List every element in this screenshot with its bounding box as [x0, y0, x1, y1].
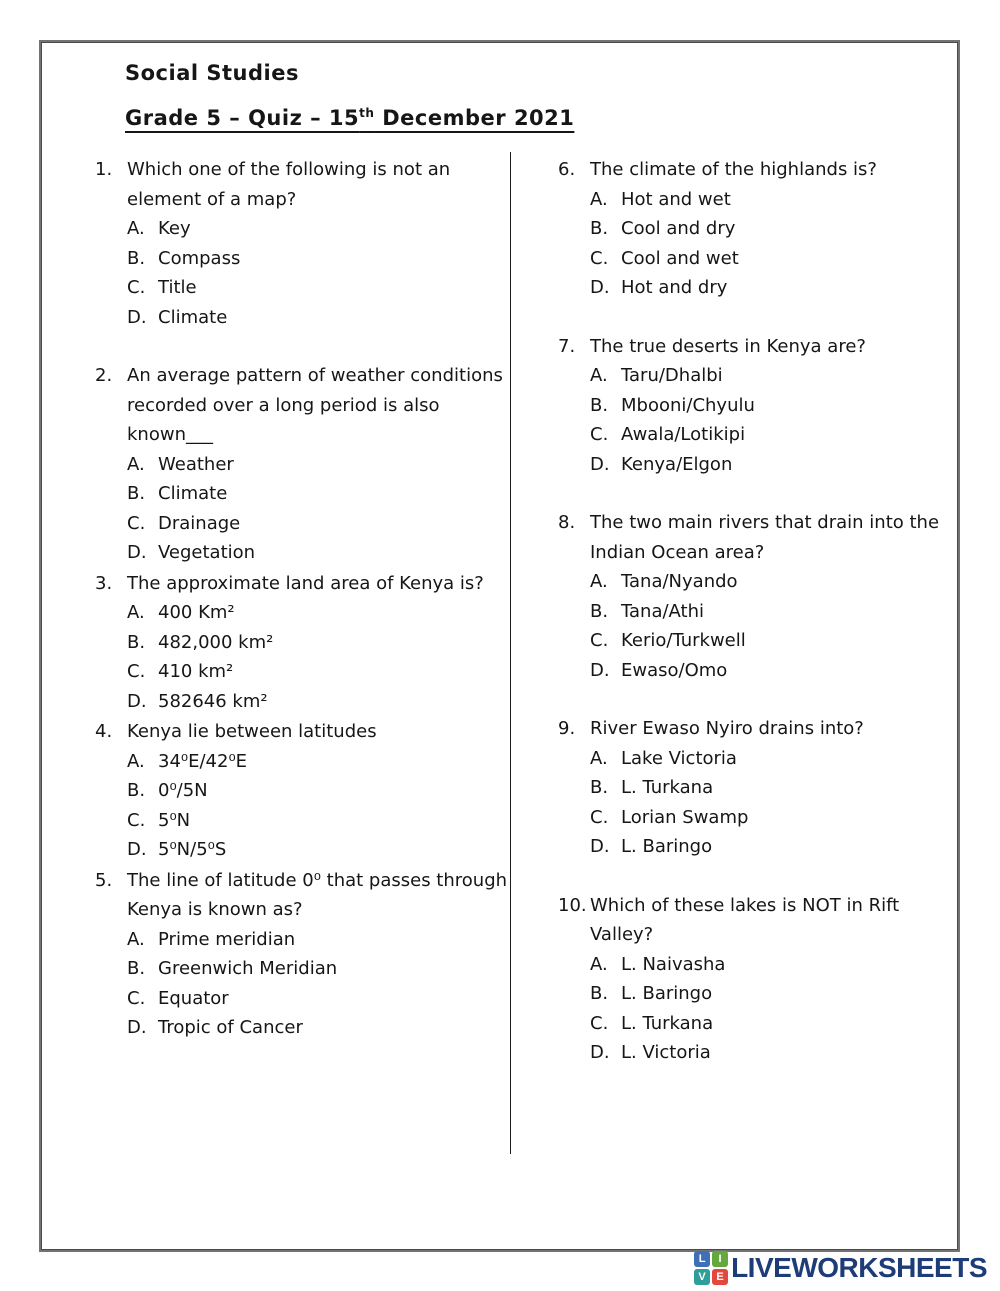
question-number: 3.: [95, 572, 113, 594]
option-text: Kerio/Turkwell: [621, 630, 746, 651]
answer-option-d: [590, 273, 960, 303]
option-text: Title: [158, 277, 197, 298]
option-letter: A.: [590, 953, 608, 975]
option-letter: D.: [590, 277, 610, 298]
question-text: The two main rivers that drain into the Indian Ocean area?: [590, 512, 940, 563]
question-text: The climate of the highlands is?: [590, 159, 877, 180]
option-letter: C.: [590, 806, 609, 828]
question-6: [558, 155, 960, 303]
option-letter: A.: [590, 188, 608, 210]
liveworksheets-logo[interactable]: [694, 1251, 987, 1285]
option-letter: D.: [590, 659, 610, 681]
question-9: [558, 714, 960, 862]
option-text: L. Baringo: [621, 836, 713, 857]
answer-option-c: [127, 984, 510, 1014]
question-5: [95, 866, 510, 1043]
option-text: Taru/Dhalbi: [621, 365, 723, 386]
option-text: Climate: [158, 483, 228, 504]
option-text: Lorian Swamp: [621, 806, 749, 828]
option-letter: B.: [590, 218, 609, 239]
answer-option-a: [127, 747, 510, 777]
question-text: Which of these lakes is NOT in Rift Valley?: [590, 894, 900, 945]
option-letter: A.: [590, 571, 608, 592]
option-letter: B.: [127, 483, 146, 504]
question-text: River Ewaso Nyiro drains into?: [590, 718, 864, 739]
option-text: Lake Victoria: [621, 747, 737, 769]
answer-option-b: [590, 773, 960, 803]
answer-option-a: [590, 567, 960, 597]
answer-option-b: [590, 597, 960, 627]
answer-option-c: [127, 657, 510, 687]
questions-column-left: [95, 155, 510, 1097]
option-letter: D.: [127, 690, 147, 712]
option-letter: C.: [590, 1012, 609, 1034]
option-letter: A.: [127, 453, 145, 475]
option-letter: A.: [127, 602, 145, 623]
answer-option-b: [590, 214, 960, 244]
question-body: [127, 361, 510, 568]
question-body: [127, 155, 510, 332]
option-text: Tana/Nyando: [621, 571, 738, 592]
option-text: 482,000 km²: [158, 631, 274, 653]
answer-option-a: [590, 744, 960, 774]
question-text: Kenya lie between latitudes: [127, 721, 377, 742]
option-text: L. Victoria: [621, 1042, 711, 1063]
option-text: L. Naivasha: [621, 953, 726, 975]
question-body: [127, 866, 510, 1043]
answer-option-d: [590, 450, 960, 480]
option-letter: D.: [127, 306, 147, 328]
option-text: 410 km²: [158, 661, 234, 682]
question-number: 5.: [95, 869, 113, 891]
answer-option-d: [127, 1013, 510, 1043]
quiz-title-date: December 2021: [374, 106, 575, 130]
option-letter: B.: [127, 958, 146, 979]
subject-title: Social Studies: [125, 61, 299, 85]
option-letter: A.: [590, 747, 608, 769]
answer-option-a: [127, 450, 510, 480]
answer-option-b: [127, 244, 510, 274]
quiz-title: [125, 106, 574, 130]
option-letter: D.: [590, 1042, 610, 1063]
answer-option-c: [590, 420, 960, 450]
logo-tile-v: V: [694, 1269, 710, 1285]
answer-option-d: [127, 538, 510, 568]
option-text: Prime meridian: [158, 928, 296, 950]
option-text: Mbooni/Chyulu: [621, 394, 755, 416]
option-letter: B.: [127, 247, 146, 269]
option-text: Tana/Athi: [621, 600, 705, 622]
option-letter: B.: [590, 983, 609, 1004]
quiz-title-superscript: th: [359, 106, 375, 120]
liveworksheets-logo-icon: [694, 1251, 728, 1285]
question-number: 10.: [558, 894, 587, 916]
option-text: L. Baringo: [621, 983, 713, 1004]
option-text: L. Turkana: [621, 1012, 714, 1034]
answer-option-d: [127, 303, 510, 333]
answer-option-b: [127, 479, 510, 509]
option-text: 0⁰/5N: [158, 780, 208, 801]
question-text: The line of latitude 0⁰ that passes through Kenya is known as?: [127, 869, 508, 920]
answer-option-d: [590, 656, 960, 686]
option-letter: C.: [127, 987, 146, 1009]
question-10: [558, 891, 960, 1068]
option-text: L. Turkana: [621, 777, 714, 798]
answer-option-a: [590, 361, 960, 391]
answer-option-c: [590, 803, 960, 833]
quiz-title-text: Grade 5 – Quiz – 15: [125, 106, 360, 130]
question-text: An average pattern of weather conditions recorded over a long period is also known___: [127, 365, 503, 445]
question-number: 9.: [558, 718, 576, 739]
option-text: 5⁰N/5⁰S: [158, 839, 227, 860]
option-text: 582646 km²: [158, 690, 268, 712]
option-letter: B.: [590, 394, 609, 416]
answer-option-d: [590, 832, 960, 862]
question-number: 6.: [558, 159, 576, 180]
option-text: Climate: [158, 306, 228, 328]
question-number: 2.: [95, 365, 113, 386]
answer-option-d: [127, 687, 510, 717]
answer-option-c: [590, 626, 960, 656]
option-letter: D.: [127, 839, 147, 860]
answer-option-c: [127, 806, 510, 836]
questions-area: [95, 155, 960, 1097]
option-letter: B.: [127, 780, 146, 801]
question-body: [590, 508, 960, 685]
option-text: Hot and dry: [621, 277, 728, 298]
option-text: 400 Km²: [158, 602, 235, 623]
option-letter: C.: [590, 424, 609, 445]
answer-option-c: [127, 273, 510, 303]
option-text: 5⁰N: [158, 809, 191, 831]
option-letter: D.: [127, 1017, 147, 1038]
question-body: [127, 717, 510, 865]
answer-option-b: [127, 954, 510, 984]
answer-option-b: [127, 776, 510, 806]
answer-option-d: [590, 1038, 960, 1068]
answer-option-a: [127, 214, 510, 244]
option-letter: B.: [590, 777, 609, 798]
logo-tile-e: E: [712, 1269, 728, 1285]
option-text: Drainage: [158, 512, 241, 534]
answer-option-d: [127, 835, 510, 865]
question-1: [95, 155, 510, 332]
answer-option-a: [590, 185, 960, 215]
option-letter: C.: [590, 247, 609, 269]
question-number: 8.: [558, 512, 576, 533]
option-letter: D.: [590, 453, 610, 475]
option-letter: C.: [127, 512, 146, 534]
question-body: [590, 332, 960, 480]
question-3: [95, 569, 510, 717]
question-7: [558, 332, 960, 480]
question-text: The true deserts in Kenya are?: [590, 335, 866, 357]
question-number: 4.: [95, 721, 113, 742]
option-text: Equator: [158, 987, 229, 1009]
option-letter: B.: [127, 631, 146, 653]
question-2: [95, 361, 510, 568]
option-letter: A.: [127, 750, 145, 772]
answer-option-b: [127, 628, 510, 658]
option-text: Key: [158, 218, 191, 239]
option-letter: A.: [127, 218, 145, 239]
logo-tile-i: I: [712, 1251, 728, 1267]
question-8: [558, 508, 960, 685]
option-letter: C.: [590, 630, 609, 651]
option-letter: C.: [127, 809, 146, 831]
option-letter: B.: [590, 600, 609, 622]
option-text: Kenya/Elgon: [621, 453, 733, 475]
question-number: 1.: [95, 159, 113, 180]
option-text: Compass: [158, 247, 241, 269]
option-text: Greenwich Meridian: [158, 958, 338, 979]
answer-option-a: [590, 950, 960, 980]
option-letter: A.: [127, 928, 145, 950]
logo-tile-l: L: [694, 1251, 710, 1267]
option-text: Vegetation: [158, 542, 256, 563]
option-text: Ewaso/Omo: [621, 659, 728, 681]
option-letter: A.: [590, 365, 608, 386]
answer-option-c: [590, 244, 960, 274]
question-body: [127, 569, 510, 717]
option-letter: D.: [127, 542, 147, 563]
answer-option-c: [127, 509, 510, 539]
question-body: [590, 155, 960, 303]
answer-option-a: [127, 598, 510, 628]
option-text: Cool and wet: [621, 247, 739, 269]
question-body: [590, 714, 960, 862]
question-number: 7.: [558, 335, 576, 357]
question-text: The approximate land area of Kenya is?: [127, 572, 484, 594]
answer-option-b: [590, 391, 960, 421]
question-4: [95, 717, 510, 865]
option-text: Weather: [158, 453, 234, 475]
question-body: [590, 891, 960, 1068]
option-letter: C.: [127, 661, 146, 682]
option-letter: C.: [127, 277, 146, 298]
worksheet-sheet: [39, 40, 960, 1252]
liveworksheets-logo-text: LIVEWORKSHEETS: [731, 1252, 987, 1283]
questions-column-right: [558, 155, 960, 1097]
answer-option-a: [127, 925, 510, 955]
answer-option-c: [590, 1009, 960, 1039]
option-text: Hot and wet: [621, 188, 731, 210]
option-text: Awala/Lotikipi: [621, 424, 746, 445]
option-text: Tropic of Cancer: [158, 1017, 303, 1038]
question-text: Which one of the following is not an element of a map?: [127, 159, 451, 210]
option-text: 34⁰E/42⁰E: [158, 750, 248, 772]
option-letter: D.: [590, 836, 610, 857]
option-text: Cool and dry: [621, 218, 736, 239]
answer-option-b: [590, 979, 960, 1009]
